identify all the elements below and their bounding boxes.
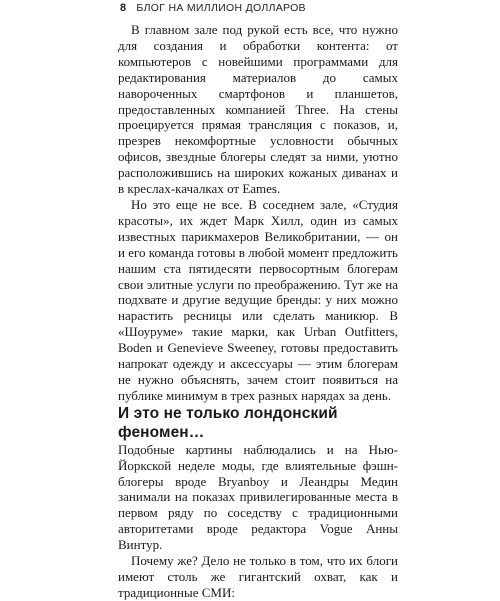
paragraph: Подобные картины наблюдались и на Нью-Йоркской неделе моды, где влиятельные фэшн-блогеры вроде Bryanboy и Леандры Медин занимали на показах привилегированные места в первом ряду по соседству с традиционными авторитетами вроде редактора Vogue Анны Винтур. <box>118 441 398 553</box>
running-head <box>120 1 306 15</box>
body-text <box>118 22 398 601</box>
page-number: 8 <box>120 2 127 14</box>
paragraph: Но это еще не все. В соседнем зале, «Студия красоты», их ждет Марк Хилл, один из самых известных парикмахеров Великобритании, — он и его команда готовы в любой момент предложить нашим ста пятидесяти первосортным блогерам свои элитные услуги по преображению. Тут же на подхвате и другие ведущие бренды: у них можно нарастить ресницы или сделать маникюр. В «Шоуруме» такие марки, как Urban Outfitters, Boden и Genevieve Sweeney, готовы предоставить напрокат одежду и аксессуары — этим блогерам не нужно объяснять, зачем стоит появиться на публике минимум в трех разных нарядах за день. <box>118 196 398 403</box>
paragraph: В главном зале под рукой есть все, что нужно для создания и обработки контента: от компьютеров с новейшими программами для редактирования материалов до самых навороченных смартфонов и планшетов, предоставленных компанией Three. На стены проецируется прямая трансляция с показов, и, презрев некомфортные условности обычных офисов, звездные блогеры следят за ними, уютно расположившись на широких кожаных диванах и в креслах-качалках от Eames. <box>118 22 398 197</box>
running-title: БЛОГ НА МИЛЛИОН ДОЛЛАРОВ <box>136 2 306 14</box>
paragraph: Почему же? Дело не только в том, что их блоги имеют столь же гигантский охват, как и традиционные СМИ: <box>118 553 398 600</box>
section-heading: И это не только лондонский феномен… <box>118 404 338 441</box>
